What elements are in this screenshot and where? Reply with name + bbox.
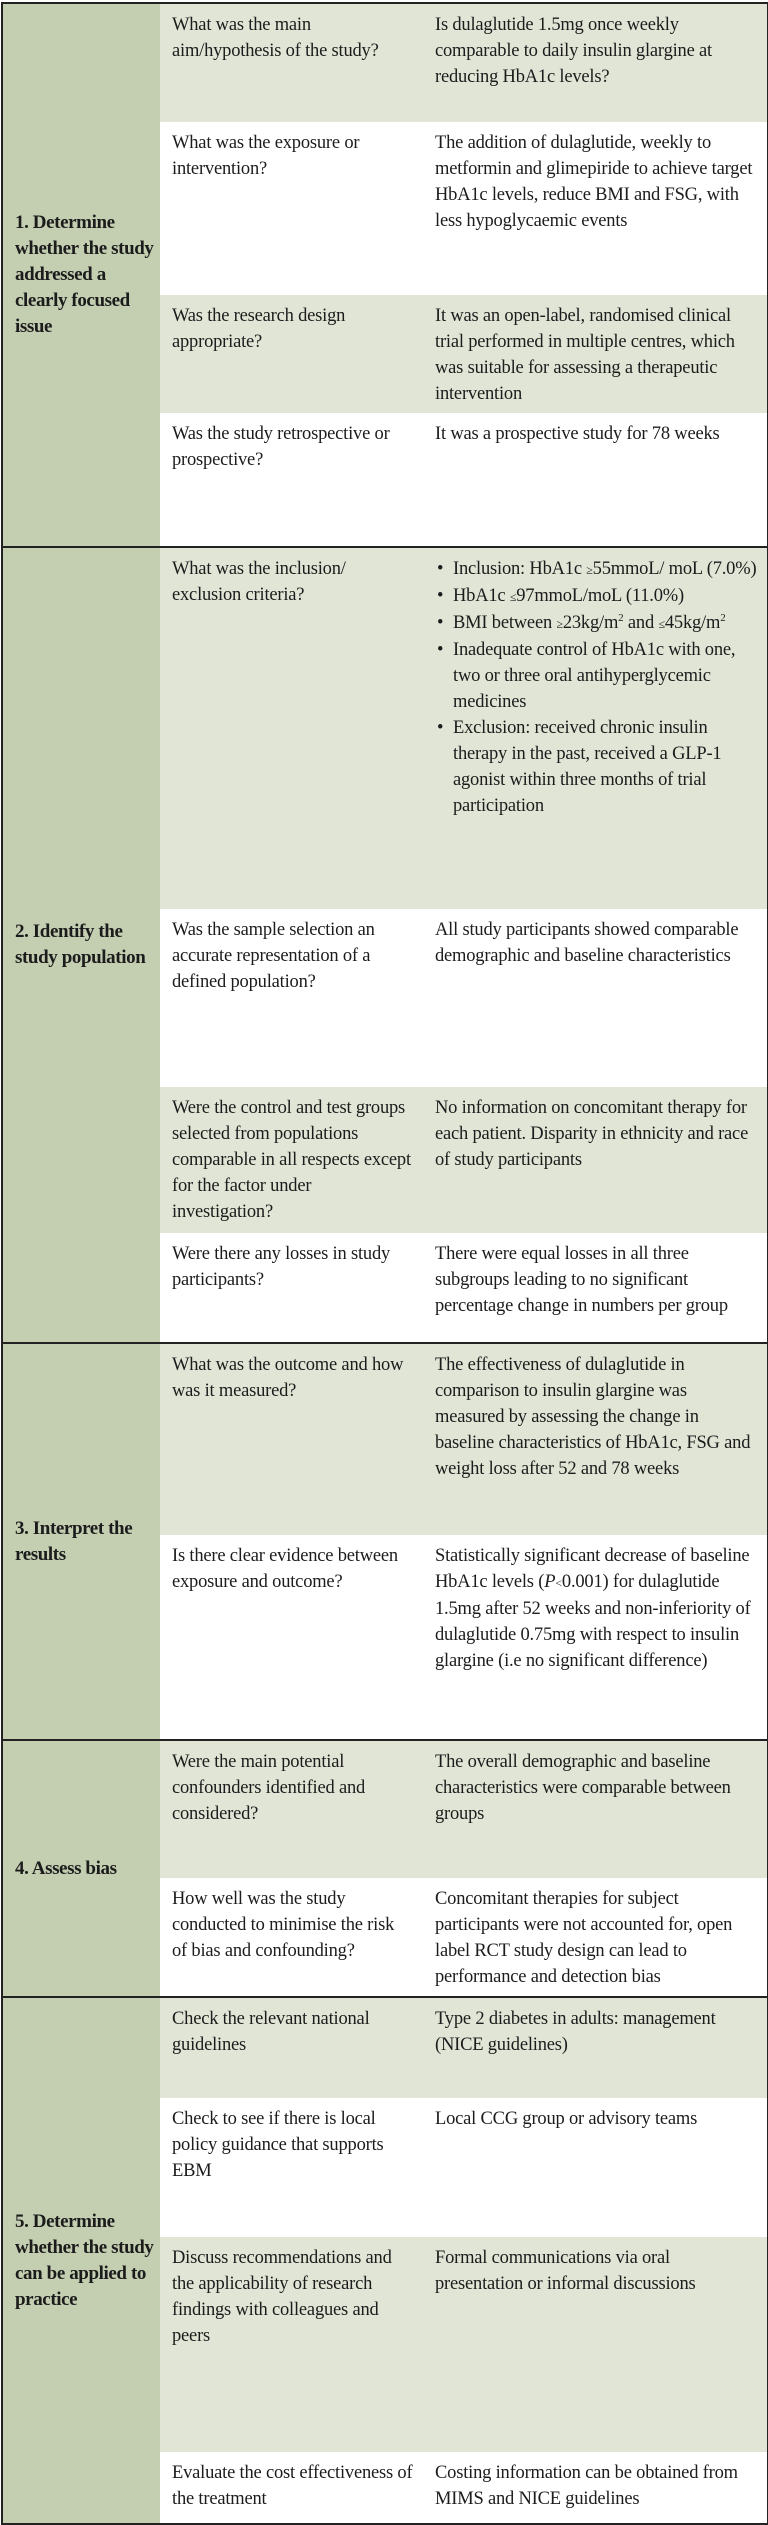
answer-cell: Type 2 diabetes in adults: management (NICE guidelines) <box>423 1997 768 2098</box>
step-heading-4: 4. Assess bias <box>2 1740 160 1997</box>
answer-cell <box>423 547 768 909</box>
answer-cell: It was an open-label, randomised clinical trial performed in multiple centres, which was suitable for assessing a therapeutic intervention <box>423 295 768 413</box>
question-cell: What was the outcome and how was it measured? <box>160 1343 423 1535</box>
answer-cell: All study participants showed comparable demographic and baseline characteristics <box>423 909 768 1087</box>
criteria-item: • Inadequate control of HbA1c with one, two or three oral antihyperglycemic medicines <box>453 637 759 715</box>
question-cell: Was the research design appropriate? <box>160 295 423 413</box>
step-heading-5: 5. Determine whether the study can be applied to practice <box>2 1997 160 2524</box>
answer-cell: Is dulaglutide 1.5mg once weekly comparable to daily insulin glargine at reducing HbA1c levels? <box>423 3 768 122</box>
question-cell: Check the relevant national guidelines <box>160 1997 423 2098</box>
answer-cell: The addition of dulaglutide, weekly to metformin and glimepiride to achieve target HbA1c levels, reduce BMI and FSG, with less hypoglycaemic events <box>423 122 768 295</box>
question-cell: Is there clear evidence between exposure and outcome? <box>160 1535 423 1740</box>
answer-cell: The effectiveness of dulaglutide in comparison to insulin glargine was measured by assessing the change in baseline characteristics of HbA1c, FSG and weight loss after 52 and 78 weeks <box>423 1343 768 1535</box>
question-cell: Discuss recommendations and the applicability of research findings with colleagues and peers <box>160 2237 423 2452</box>
criteria-item: • HbA1c ≤97mmoL/moL (11.0%) <box>453 583 759 610</box>
table-row <box>2 1343 768 1535</box>
question-cell: Evaluate the cost effectiveness of the treatment <box>160 2452 423 2524</box>
answer-cell: The overall demographic and baseline characteristics were comparable between groups <box>423 1740 768 1878</box>
question-cell: What was the inclusion/ exclusion criteria? <box>160 547 423 909</box>
step-heading-3: 3. Interpret the results <box>2 1343 160 1740</box>
table-row <box>2 1997 768 2098</box>
answer-cell: Formal communications via oral presentation or informal discussions <box>423 2237 768 2452</box>
answer-cell: Concomitant therapies for subject participants were not accounted for, open label RCT study design can lead to performance and detection bias <box>423 1878 768 1997</box>
question-cell: Were the control and test groups selected from populations comparable in all respects except for the factor under investigation? <box>160 1087 423 1233</box>
question-cell: Was the sample selection an accurate representation of a defined population? <box>160 909 423 1087</box>
answer-cell: Costing information can be obtained from MIMS and NICE guidelines <box>423 2452 768 2524</box>
criteria-item: • Inclusion: HbA1c ≥55mmoL/ moL (7.0%) <box>453 556 759 583</box>
criteria-item: • Exclusion: received chronic insulin therapy in the past, received a GLP-1 agonist within three months of trial participation <box>453 715 759 819</box>
question-cell: Were the main potential confounders identified and considered? <box>160 1740 423 1878</box>
question-cell: Was the study retrospective or prospective? <box>160 413 423 547</box>
criteria-list <box>435 556 759 819</box>
question-cell: How well was the study conducted to minimise the risk of bias and confounding? <box>160 1878 423 1997</box>
table-row <box>2 1740 768 1878</box>
table-row <box>2 3 768 122</box>
answer-cell: It was a prospective study for 78 weeks <box>423 413 768 547</box>
question-cell: What was the exposure or intervention? <box>160 122 423 295</box>
answer-cell: There were equal losses in all three subgroups leading to no significant percentage change in numbers per group <box>423 1233 768 1343</box>
table-row <box>2 547 768 909</box>
question-cell: Were there any losses in study participants? <box>160 1233 423 1343</box>
critical-appraisal-document <box>0 2 768 2525</box>
question-cell: Check to see if there is local policy guidance that supports EBM <box>160 2098 423 2237</box>
criteria-item: • BMI between $\ge 23kg/m^2$ and $\le 45kg/m^2$ <box>453 610 759 637</box>
critical-appraisal-table <box>1 2 768 2525</box>
question-cell: What was the main aim/hypothesis of the study? <box>160 3 423 122</box>
step-heading-1: 1. Determine whether the study addressed a clearly focused issue <box>2 3 160 547</box>
answer-cell: No information on concomitant therapy for each patient. Disparity in ethnicity and race of study participants <box>423 1087 768 1233</box>
answer-cell: Local CCG group or advisory teams <box>423 2098 768 2237</box>
step-heading-2: 2. Identify the study population <box>2 547 160 1343</box>
answer-cell: Statistically significant decrease of baseline HbA1c levels (P<0.001) for dulaglutide 1.5mg after 52 weeks and non-inferiority of dulaglutide 0.75mg with respect to insulin glargine (i.e no significant difference) <box>423 1535 768 1740</box>
